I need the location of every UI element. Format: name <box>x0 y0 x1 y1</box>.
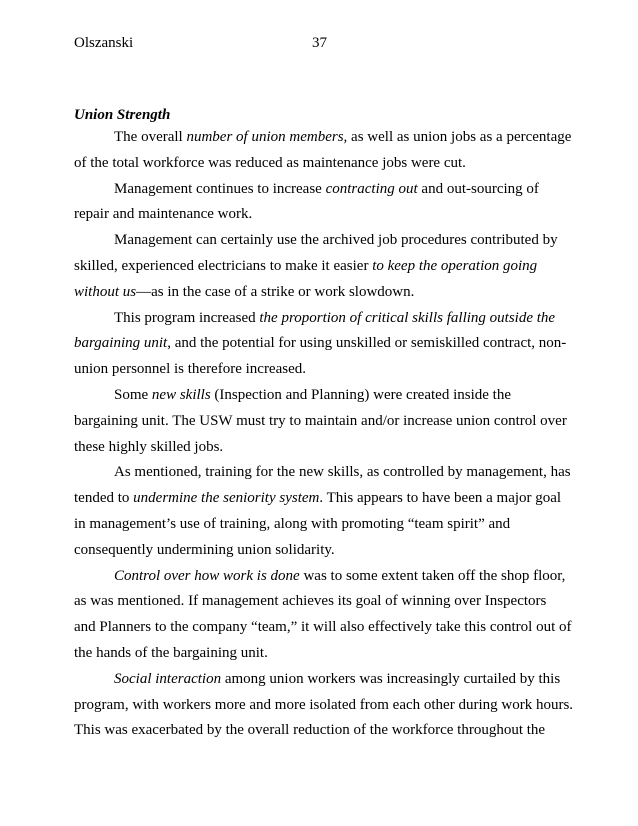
text-line <box>34 641 574 667</box>
text-run: Some <box>114 386 152 403</box>
text-run: union personnel is therefore increased. <box>74 361 306 378</box>
text-run: This program increased <box>114 309 260 326</box>
text-line <box>34 512 574 538</box>
text-line <box>34 331 574 357</box>
text-run: As mentioned, training for the new skills, as controlled by management, has <box>114 464 571 481</box>
text-run: This was exacerbated by the overall reduction of the workforce throughout the <box>74 722 546 739</box>
text-line <box>74 228 574 254</box>
text-line <box>34 357 574 383</box>
text-run: these highly skilled jobs. <box>74 438 224 455</box>
paragraph <box>74 125 574 177</box>
text-run: among union workers was increasingly curtailed by this <box>221 670 561 687</box>
text-run: tended to <box>74 490 134 507</box>
text-run: bargaining unit. The USW must try to maintain and/or increase union control over <box>74 412 567 429</box>
text-line <box>34 409 574 435</box>
text-line <box>34 280 574 306</box>
text-line <box>74 125 574 151</box>
text-run: repair and maintenance work. <box>74 206 253 223</box>
emphasis-run: Social interaction <box>114 670 222 687</box>
text-line <box>74 383 574 409</box>
text-run: program, with workers more and more isolated from each other during work hours. <box>74 696 574 713</box>
text-line <box>34 615 574 641</box>
text-line <box>34 538 574 564</box>
body-text <box>74 125 574 744</box>
text-line <box>34 718 574 744</box>
emphasis-run: new skills <box>151 386 211 403</box>
text-run: the hands of the bargaining unit. <box>74 644 268 661</box>
text-line <box>34 435 574 461</box>
text-run: . This appears to have been a major goal <box>319 490 562 507</box>
header-page-number: 37 <box>312 35 327 51</box>
text-run: and Planners to the company “team,” it will also effectively take this control out of <box>74 619 572 636</box>
text-run: of the total workforce was reduced as maintenance jobs were cut. <box>74 154 466 171</box>
emphasis-run: contracting out <box>325 180 418 197</box>
text-run: —as in the case of a strike or work slowdown. <box>136 283 415 300</box>
text-line <box>34 202 574 228</box>
text-run: as well as union jobs as a percentage <box>347 129 572 145</box>
text-line <box>74 460 574 486</box>
text-run: Management can certainly use the archived job procedures contributed by <box>114 232 558 249</box>
text-line <box>74 177 574 203</box>
text-line <box>34 486 574 512</box>
text-line <box>34 254 574 280</box>
header-author: Olszanski <box>74 35 134 51</box>
emphasis-run: undermine the seniority system <box>133 490 320 507</box>
text-run: The overall <box>114 129 187 145</box>
paragraph <box>74 228 574 305</box>
text-run: skilled, experienced electricians to make it easier <box>74 257 373 274</box>
text-run: , and the potential for using unskilled or semiskilled contract, non- <box>167 335 567 352</box>
text-line <box>74 564 574 590</box>
text-run: (Inspection and Planning) were created inside the <box>210 386 511 403</box>
text-line <box>34 589 574 615</box>
paragraph <box>74 667 574 744</box>
paragraph <box>74 383 574 460</box>
text-line <box>74 667 574 693</box>
text-run: Management continues to increase <box>114 180 326 197</box>
text-run: and out-sourcing of <box>417 180 539 197</box>
text-line <box>34 693 574 719</box>
paragraph <box>74 564 574 667</box>
emphasis-run: Control over how work is done <box>114 567 300 584</box>
paragraph <box>74 177 574 229</box>
paragraph <box>74 460 574 563</box>
emphasis-run: number of union members, <box>186 129 348 145</box>
text-line <box>74 306 574 332</box>
text-run: was to some extent taken off the shop floor, <box>299 567 566 584</box>
text-run: consequently undermining union solidarity. <box>74 541 335 558</box>
paragraph <box>74 306 574 383</box>
text-line <box>34 151 574 177</box>
emphasis-run: bargaining unit <box>74 335 168 352</box>
section-heading: Union Strength <box>74 107 171 123</box>
text-run: in management’s use of training, along with promoting “team spirit” and <box>74 515 511 532</box>
emphasis-run: without us <box>74 283 137 300</box>
emphasis-run: the proportion of critical skills falling outside the <box>259 309 556 326</box>
text-run: as was mentioned. If management achieves its goal of winning over Inspectors <box>74 593 547 610</box>
emphasis-run: to keep the operation going <box>372 257 538 274</box>
